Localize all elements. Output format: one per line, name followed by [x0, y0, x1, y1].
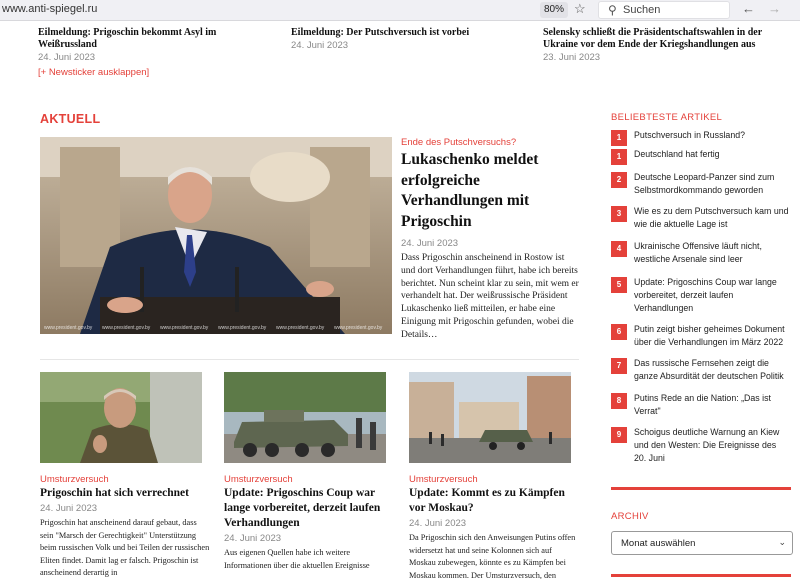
browser-toolbar — [0, 0, 800, 21]
popular-rank: 4 — [611, 241, 627, 257]
card-excerpt: Da Prigoschin sich den Anweisungen Putins offen widersetzt hat und seine Kolonnen sich auf Moskau zubewegen, könnte es zu Kämpfen bei Moskau kommen. Der Umsturzversuch, den — [409, 533, 576, 579]
zoom-indicator[interactable]: 80% — [540, 2, 568, 18]
card-kicker[interactable]: Umsturzversuch — [224, 474, 293, 485]
divider — [40, 359, 579, 360]
popular-rank: 2 — [611, 172, 627, 188]
popular-articles-list — [611, 129, 791, 466]
popular-rank: 3 — [611, 206, 627, 222]
hero-date: 24. Juni 2023 — [401, 238, 459, 249]
card-image[interactable] — [40, 372, 202, 463]
search-placeholder: Suchen — [623, 4, 661, 16]
back-arrow-icon[interactable]: ← — [742, 1, 755, 16]
popular-articles-title: BELIEBTESTE ARTIKEL — [611, 112, 723, 123]
chevron-down-icon: ⌄ — [778, 537, 786, 547]
sidebar-divider — [611, 487, 791, 490]
article-card — [224, 372, 394, 572]
hero-watermark-2: www.president.gov.by — [102, 325, 151, 331]
popular-item[interactable] — [611, 240, 791, 276]
popular-title[interactable]: Das russische Fernsehen zeigt die ganze Absurdität der deutschen Politik — [634, 358, 784, 381]
ticker-expand-link[interactable]: [+ Newsticker ausklappen] — [38, 67, 150, 78]
card-excerpt: Aus eigenen Quellen habe ich weitere Informationen über die aktuellen Ereignisse — [224, 548, 370, 570]
card-image[interactable] — [224, 372, 386, 463]
article-card — [40, 372, 210, 579]
card-title[interactable]: Prigoschin hat sich verrechnet — [40, 487, 189, 499]
popular-item[interactable] — [611, 323, 791, 357]
card-date: 24. Juni 2023 — [40, 503, 98, 514]
popular-rank: 6 — [611, 324, 627, 340]
sidebar-divider — [611, 574, 791, 577]
popular-title[interactable]: Deutschland hat fertig — [634, 149, 720, 159]
card-image[interactable] — [409, 372, 571, 463]
ticker-title[interactable]: Selensky schließt die Präsidentschaftswahlen in der Ukraine vor dem Ende der Kriegshandlungen aus — [543, 27, 762, 50]
ticker-title[interactable]: Eilmeldung: Prigoschin bekommt Asyl im Weißrussland — [38, 27, 217, 50]
popular-item[interactable] — [611, 357, 791, 392]
card-photo — [224, 372, 386, 463]
popular-rank: 1 — [611, 149, 627, 165]
card-date: 24. Juni 2023 — [409, 518, 467, 529]
ticker-item[interactable] — [38, 27, 248, 63]
ticker-title[interactable]: Eilmeldung: Der Putschversuch ist vorbei — [291, 27, 470, 38]
ticker-date: 24. Juni 2023 — [291, 40, 349, 51]
hero-watermark-6: www.president.gov.by — [334, 325, 383, 331]
ticker-date: 24. Juni 2023 — [38, 52, 96, 63]
hero-watermark-1: www.president.gov.by — [44, 325, 93, 331]
hero-article — [401, 137, 579, 342]
section-title: AKTUELL — [40, 112, 101, 126]
popular-title[interactable]: Update: Prigoschins Coup war lange vorbereitet, derzeit laufen Verhandlungen — [634, 277, 777, 313]
card-photo — [40, 372, 202, 463]
card-title[interactable]: Update: Prigoschins Coup war lange vorbereitet, derzeit laufen Verhandlungen — [224, 487, 381, 529]
popular-item[interactable] — [611, 129, 791, 148]
popular-rank: 5 — [611, 277, 627, 293]
popular-rank: 9 — [611, 427, 627, 443]
popular-rank: 7 — [611, 358, 627, 374]
forward-arrow-icon[interactable]: → — [768, 1, 781, 16]
card-photo — [409, 372, 571, 463]
hero-watermark-4: www.president.gov.by — [218, 325, 267, 331]
hero-kicker[interactable]: Ende des Putschversuchs? — [401, 137, 517, 148]
card-kicker[interactable]: Umsturzversuch — [40, 474, 109, 485]
popular-item[interactable] — [611, 426, 791, 466]
popular-title[interactable]: Putschversuch in Russland? — [634, 130, 745, 140]
popular-title[interactable]: Schoigus deutliche Warnung an Kiew und den Westen: Die Ereignisse des 20. Juni — [634, 427, 780, 463]
popular-rank: 1 — [611, 130, 627, 146]
hero-photo — [40, 137, 392, 334]
popular-item[interactable] — [611, 392, 791, 426]
popular-item[interactable] — [611, 205, 791, 240]
article-card — [409, 372, 579, 579]
popular-title[interactable]: Ukrainische Offensive läuft nicht, westliche Arsenale sind leer — [634, 241, 762, 264]
popular-item[interactable] — [611, 276, 791, 323]
popular-rank: 8 — [611, 393, 627, 409]
popular-title[interactable]: Deutsche Leopard-Panzer sind zum Selbstmordkommando geworden — [634, 172, 775, 195]
hero-watermark-5: www.president.gov.by — [276, 325, 325, 331]
archive-month-select[interactable] — [611, 531, 793, 555]
url-bar[interactable]: www.anti-spiegel.ru — [2, 3, 98, 15]
ticker-item[interactable] — [543, 27, 793, 63]
search-icon: ⚲ — [608, 3, 617, 17]
ticker-item[interactable] — [291, 27, 521, 51]
popular-title[interactable]: Wie es zu dem Putschversuch kam und wie die aktuelle Lage ist — [634, 206, 789, 229]
hero-image[interactable] — [40, 137, 392, 334]
archive-title: ARCHIV — [611, 511, 649, 522]
card-excerpt: Prigoschin hat anscheinend darauf gebaut, dass sein "Marsch der Gerechtigkeit" Unterstützung beim russischen Volk und bei Teilen der russischen Eliten findet. Damit lag er falsch. Prigoschin ist anscheinend derartig in — [40, 518, 210, 577]
browser-search-input[interactable] — [598, 1, 730, 19]
popular-item[interactable] — [611, 171, 791, 205]
popular-title[interactable]: Putin zeigt bisher geheimes Dokument über die Verhandlungen im März 2022 — [634, 324, 785, 347]
popular-title[interactable]: Putins Rede an die Nation: „Das ist Verrat" — [634, 393, 771, 416]
bookmark-star-icon[interactable]: ☆ — [574, 1, 586, 16]
hero-watermark-3: www.president.gov.by — [160, 325, 209, 331]
card-kicker[interactable]: Umsturzversuch — [409, 474, 478, 485]
card-title[interactable]: Update: Kommt es zu Kämpfen vor Moskau? — [409, 487, 565, 514]
card-date: 24. Juni 2023 — [224, 533, 282, 544]
hero-excerpt: Dass Prigoschin anscheinend in Rostow ist und dort Verhandlungen führt, habe ich bereits berichtet. Nun scheint klar zu sein, mit wem er verhandelt hat. Der weißrussische Präsident Lukaschenko ließ mitteilen, er habe eine Einigung mit Prigoschin gefunden, wobei die Details… — [401, 253, 579, 340]
popular-item[interactable] — [611, 148, 791, 171]
hero-title[interactable]: Lukaschenko meldet erfolgreiche Verhandlungen mit Prigoschin — [401, 151, 539, 230]
ticker-date: 23. Juni 2023 — [543, 52, 601, 63]
archive-select-value: Monat auswählen — [621, 538, 696, 549]
